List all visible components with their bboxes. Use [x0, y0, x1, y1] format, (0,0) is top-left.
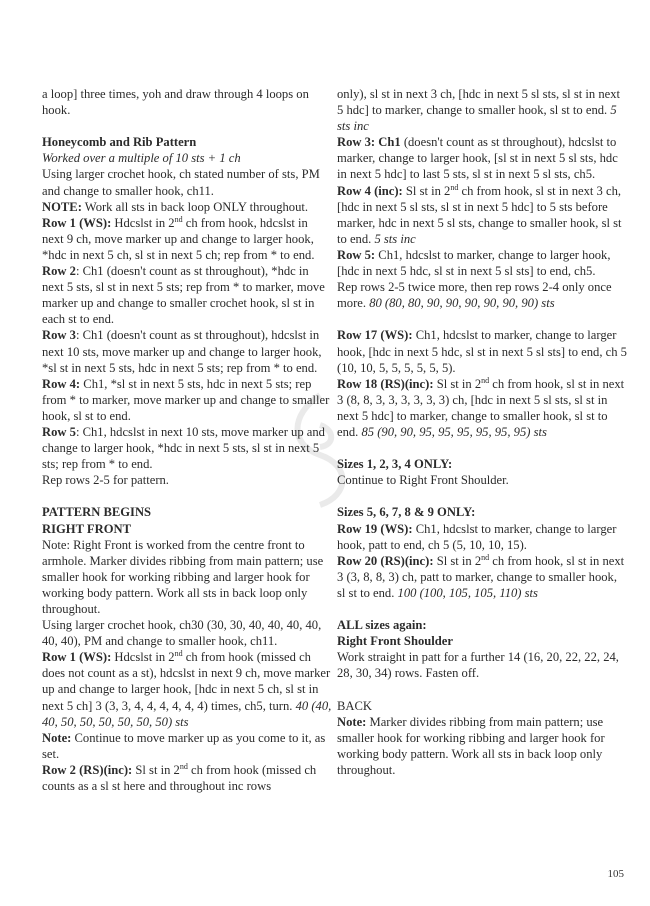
- paragraph: [42, 263, 332, 327]
- superscript: nd: [450, 182, 459, 192]
- paragraph: [337, 633, 627, 649]
- paragraph: [42, 762, 332, 794]
- text: Sl st in 2: [402, 183, 451, 198]
- paragraph: [337, 472, 627, 488]
- bold-text: Row 1 (WS):: [42, 650, 112, 665]
- italic-text: 40 (40, 40, 50, 50, 50, 50, 50, 50) sts: [42, 698, 332, 729]
- text: ch from hook, hdcslst in next 9 ch, move marker up and change to larger hook, *hdc in next 5 ch, sl st in next 5 ch; rep from * to end.: [42, 215, 315, 262]
- text: BACK: [337, 698, 372, 713]
- blank-line: [337, 440, 627, 456]
- superscript: nd: [481, 375, 490, 385]
- text: Rep rows 2-5 twice more, then rep rows 2-4 only once more.: [337, 280, 612, 311]
- text: Continue to Right Front Shoulder.: [337, 473, 509, 488]
- blank-line: [42, 118, 332, 134]
- paragraph: [337, 714, 627, 778]
- blank-line: [337, 601, 627, 617]
- bold-text: Row 5:: [337, 247, 376, 262]
- italic-text: Worked over a multiple of 10 sts + 1 ch: [42, 151, 241, 166]
- italic-text: 100 (100, 105, 105, 110) sts: [397, 585, 538, 600]
- bold-text: Row 5: [42, 424, 76, 439]
- paragraph: [42, 504, 332, 520]
- superscript: nd: [179, 761, 188, 771]
- paragraph: [337, 521, 627, 553]
- text: ch from hook, sl st in next 3 ch, [hdc in next 5 sl sts, sl st in next 5 hdc] to 5 sts before marker, hdc in next 5 sl sts, change to smaller hook, sl st to end.: [337, 183, 622, 246]
- bold-text: Note:: [42, 730, 72, 745]
- paragraph: [337, 279, 627, 311]
- blank-line: [42, 488, 332, 504]
- paragraph: [337, 456, 627, 472]
- blank-line: [337, 681, 627, 697]
- text: ch from hook, sl st in next 3 (3, 8, 8, 3) ch, patt to marker, change to smaller hook, sl st to end.: [337, 553, 625, 600]
- superscript: nd: [174, 214, 183, 224]
- bold-text: Honeycomb and Rib Pattern: [42, 135, 197, 150]
- bold-text: Row 3: Ch1: [337, 135, 401, 150]
- italic-text: 85 (90, 90, 95, 95, 95, 95, 95, 95) sts: [361, 424, 547, 439]
- bold-text: Row 1 (WS):: [42, 215, 112, 230]
- bold-text: Row 2: [42, 264, 76, 279]
- text: Ch1, hdcslst to marker, change to larger hook, [hdc in next 5 hdc, sl st in next 5 sl sts] to end, ch 5 (10, 10, 5, 5, 5, 5, 5, 5).: [337, 328, 627, 375]
- paragraph: [42, 617, 332, 649]
- text: Sl st in 2: [433, 376, 482, 391]
- bold-text: NOTE:: [42, 199, 82, 214]
- bold-text: Row 20 (RS)(inc):: [337, 553, 434, 568]
- text: : Ch1, hdcslst in next 10 sts, move marker up and change to larger hook, *hdc in next 5 sts, sl st in next 5 sts; rep from * to end.: [42, 424, 325, 472]
- text: Rep rows 2-5 for pattern.: [42, 473, 169, 488]
- text: Ch1, *sl st in next 5 sts, hdc in next 5 sts; rep from * to marker, move marker up and change to smaller hook, sl st to end.: [42, 376, 330, 423]
- blank-line: [337, 488, 627, 504]
- paragraph: [337, 376, 627, 440]
- bold-text: Row 4:: [42, 376, 81, 391]
- italic-text: 5 sts inc: [337, 103, 617, 134]
- bold-text: ALL sizes again:: [337, 618, 427, 633]
- paragraph: [42, 134, 332, 150]
- text: Work all sts in back loop ONLY throughout.: [81, 199, 309, 214]
- bold-text: RIGHT FRONT: [42, 521, 131, 536]
- paragraph: [42, 215, 332, 263]
- text: Marker divides ribbing from main pattern; use smaller hook for working ribbing and larger hook for working body pattern. Work all sts in back loop only throughout.: [337, 714, 605, 777]
- bold-text: Row 18 (RS)(inc):: [337, 376, 434, 391]
- paragraph: [42, 199, 332, 215]
- text: ch from hook, sl st in next 3 (8, 8, 3, 3, 3, 3, 3, 3) ch, [hdc in next 5 sl sts, sl st in next 5 hdc] to marker, change to smaller hook, sl st to end.: [337, 376, 625, 439]
- paragraph: [337, 134, 627, 182]
- paragraph: [337, 553, 627, 601]
- paragraph: [42, 649, 332, 729]
- paragraph: [337, 183, 627, 247]
- bold-text: Sizes 5, 6, 7, 8 & 9 ONLY:: [337, 505, 476, 520]
- text: only), sl st in next 3 ch, [hdc in next 5 sl sts, sl st in next 5 hdc] to marker, change to smaller hook, sl st to end.: [337, 87, 620, 118]
- left-column: [42, 86, 332, 794]
- bold-text: PATTERN BEGINS: [42, 505, 152, 520]
- text: ch from hook (missed ch does not count as a st), hdcslst in next 9 ch, move marker up and change to larger hook, [hdc in next 5 ch, sl st in next 5 ch] 3 (3, 3, 4, 4, 4, 4, 4, 4) times, ch5, turn.: [42, 650, 331, 713]
- italic-text: 5 sts inc: [374, 231, 416, 246]
- paragraph: [42, 376, 332, 424]
- paragraph: [42, 166, 332, 198]
- text: (doesn't count as st throughout), hdcslst to marker, change to larger hook, [sl st in next 5 sl sts, hdc in next 5 hdc] to last 5 sts, sl st in next 5 sl sts, ch5.: [337, 135, 618, 182]
- bold-text: Note:: [337, 714, 367, 729]
- paragraph: [42, 424, 332, 472]
- superscript: nd: [481, 552, 490, 562]
- paragraph: [337, 698, 627, 714]
- page-number: 105: [607, 868, 624, 880]
- text: : Ch1 (doesn't count as st throughout), hdcslst in next 10 sts, move marker up and change to larger hook, *sl st in next 5 sts, hdc in next 5 sts; rep from * to end.: [42, 328, 322, 375]
- paragraph: [42, 537, 332, 617]
- bold-text: Row 19 (WS):: [337, 521, 413, 536]
- text: Ch1, hdcslst to marker, change to larger hook, patt to end, ch 5 (5, 10, 10, 15).: [337, 521, 617, 552]
- text: Continue to move marker up as you come to it, as set.: [42, 730, 326, 761]
- text: : Ch1 (doesn't count as st throughout), *hdc in next 5 sts, sl st in next 5 sts; rep from * to marker, move marker up and change to smaller crochet hook, sl st in each st to end.: [42, 264, 325, 327]
- text: Note: Right Front is worked from the centre front to armhole. Marker divides ribbing from main pattern; use smaller hook for working ribbing and larger hook for working body pattern. Work all sts in back loop only throughout.: [42, 537, 324, 616]
- paragraph: [337, 649, 627, 681]
- bold-text: Right Front Shoulder: [337, 634, 453, 649]
- paragraph: [42, 150, 332, 166]
- paragraph: [337, 247, 627, 279]
- text: Using larger crochet hook, ch stated number of sts, PM and change to smaller hook, ch11.: [42, 167, 320, 198]
- paragraph: [337, 86, 627, 134]
- bold-text: Sizes 1, 2, 3, 4 ONLY:: [337, 457, 453, 472]
- bold-text: Row 4 (inc):: [337, 183, 403, 198]
- text: Sl st in 2: [132, 762, 180, 777]
- paragraph: [42, 521, 332, 537]
- bold-text: Row 3: [42, 328, 76, 343]
- paragraph: [42, 327, 332, 375]
- right-column: [337, 86, 627, 778]
- text: Hdcslst in 2: [111, 650, 175, 665]
- text: Sl st in 2: [433, 553, 482, 568]
- bold-text: Row 2 (RS)(inc):: [42, 762, 133, 777]
- paragraph: [42, 472, 332, 488]
- paragraph: [42, 730, 332, 762]
- text: Ch1, hdcslst to marker, change to larger hook, [hdc in next 5 hdc, sl st in next 5 sl sts] to end, ch5.: [337, 247, 611, 279]
- paragraph: [337, 504, 627, 520]
- blank-line: [337, 311, 627, 327]
- paragraph: [337, 327, 627, 375]
- italic-text: 80 (80, 80, 90, 90, 90, 90, 90, 90) sts: [369, 296, 555, 311]
- text: a loop] three times, yoh and draw through 4 loops on hook.: [42, 87, 309, 118]
- paragraph: [337, 617, 627, 633]
- paragraph: [42, 86, 332, 118]
- superscript: nd: [174, 649, 183, 659]
- text: ch from hook (missed ch counts as a sl st here and throughout inc rows: [42, 762, 317, 794]
- text: Hdcslst in 2: [111, 215, 175, 230]
- bold-text: Row 17 (WS):: [337, 328, 413, 343]
- text: Using larger crochet hook, ch30 (30, 30, 40, 40, 40, 40, 40, 40), PM and change to smaller hook, ch11.: [42, 618, 322, 649]
- text: Work straight in patt for a further 14 (16, 20, 22, 22, 24, 28, 30, 34) rows. Fasten off.: [337, 650, 619, 681]
